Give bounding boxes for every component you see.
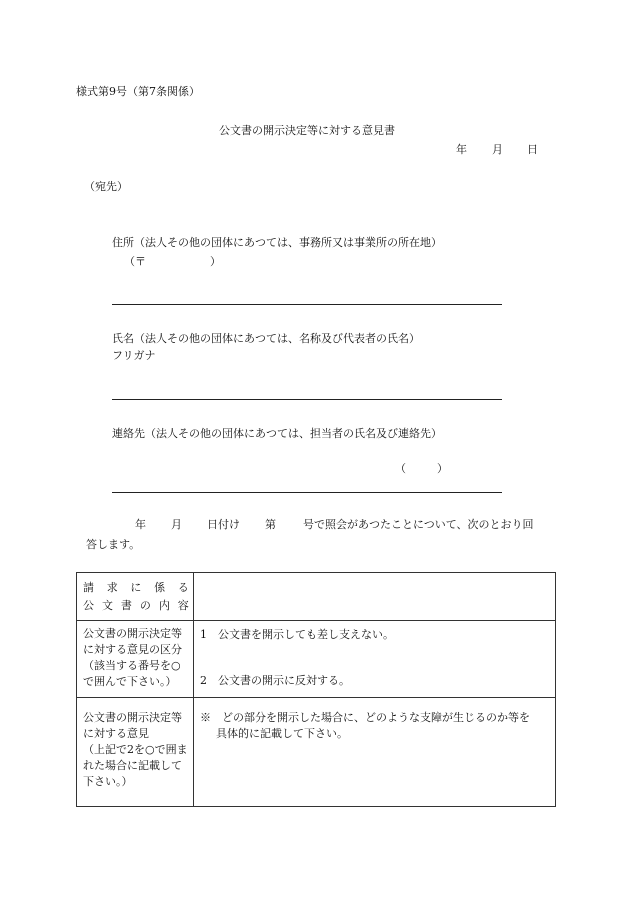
page-title: 公文書の開示決定等に対する意見書 [219, 124, 395, 137]
address-label: 住所（法人その他の団体にあつては、事務所又は事業所の所在地） [112, 236, 442, 249]
option-no-objection[interactable]: 1 公文書を開示しても差し支えない。 [200, 628, 394, 641]
opinion-category-options [194, 621, 556, 698]
body-text-line1: 号で照会があつたことについて、次のとおり回 [303, 518, 534, 531]
request-content-header-line1: 請求に係る [83, 581, 191, 594]
opinion-detail-header-line: （上記で2を○で囲ま [83, 743, 188, 756]
contact-input-line[interactable] [112, 492, 502, 493]
opinion-table [76, 572, 556, 807]
body-dai: 第 [265, 518, 276, 531]
name-label: 氏名（法人その他の団体にあつては、名称及び代表者の氏名） [112, 332, 420, 345]
opinion-category-header-line: （該当する番号を○ [83, 659, 181, 672]
phone-open-paren: （ [395, 462, 406, 475]
body-month: 月 [171, 518, 182, 531]
date-day-label: 日 [527, 143, 538, 156]
furigana-label: フリガナ [112, 349, 156, 362]
phone-close-paren: ） [437, 462, 448, 475]
addressee-label: （宛先） [84, 180, 128, 193]
opinion-detail-header-line: れた場合に記載して [83, 759, 182, 772]
opinion-category-header-line: で囲んで下さい。） [83, 675, 177, 688]
table-row-opinion-detail [77, 698, 556, 807]
opinion-detail-field[interactable] [194, 698, 556, 807]
postal-code-open: （〒 [124, 255, 146, 268]
body-date-suffix: 日付け [207, 518, 240, 531]
opinion-detail-header-line: に対する意見 [83, 727, 149, 740]
postal-code-close: ） [210, 255, 221, 268]
body-year: 年 [135, 518, 146, 531]
opinion-category-header-line: に対する意見の区分 [83, 643, 182, 656]
contact-label: 連絡先（法人その他の団体にあつては、担当者の氏名及び連絡先） [112, 427, 442, 440]
opinion-category-header [77, 621, 194, 698]
name-input-line[interactable] [112, 399, 502, 400]
opinion-detail-header [77, 698, 194, 807]
date-year-label: 年 [456, 143, 467, 156]
opinion-detail-note-line1: ※ どの部分を開示した場合に、どのような支障が生じるのか等を [200, 711, 530, 724]
request-content-header-line2: 公文書の内容 [83, 599, 191, 612]
address-input-line[interactable] [112, 304, 502, 305]
opinion-detail-header-line: 公文書の開示決定等 [83, 711, 182, 724]
opinion-category-header-line: 公文書の開示決定等 [83, 627, 182, 640]
date-month-label: 月 [492, 143, 503, 156]
opinion-detail-note-line2: 具体的に記載して下さい。 [216, 727, 348, 740]
request-content-field[interactable] [194, 573, 556, 621]
opinion-detail-header-line: 下さい。） [83, 775, 133, 788]
table-row-opinion-category [77, 621, 556, 698]
body-text-line2: 答します。 [86, 538, 141, 551]
request-content-header [77, 573, 194, 621]
option-object-disclosure[interactable]: 2 公文書の開示に反対する。 [200, 674, 350, 687]
form-number: 様式第9号（第7条関係） [76, 85, 200, 98]
table-row-request-content [77, 573, 556, 621]
